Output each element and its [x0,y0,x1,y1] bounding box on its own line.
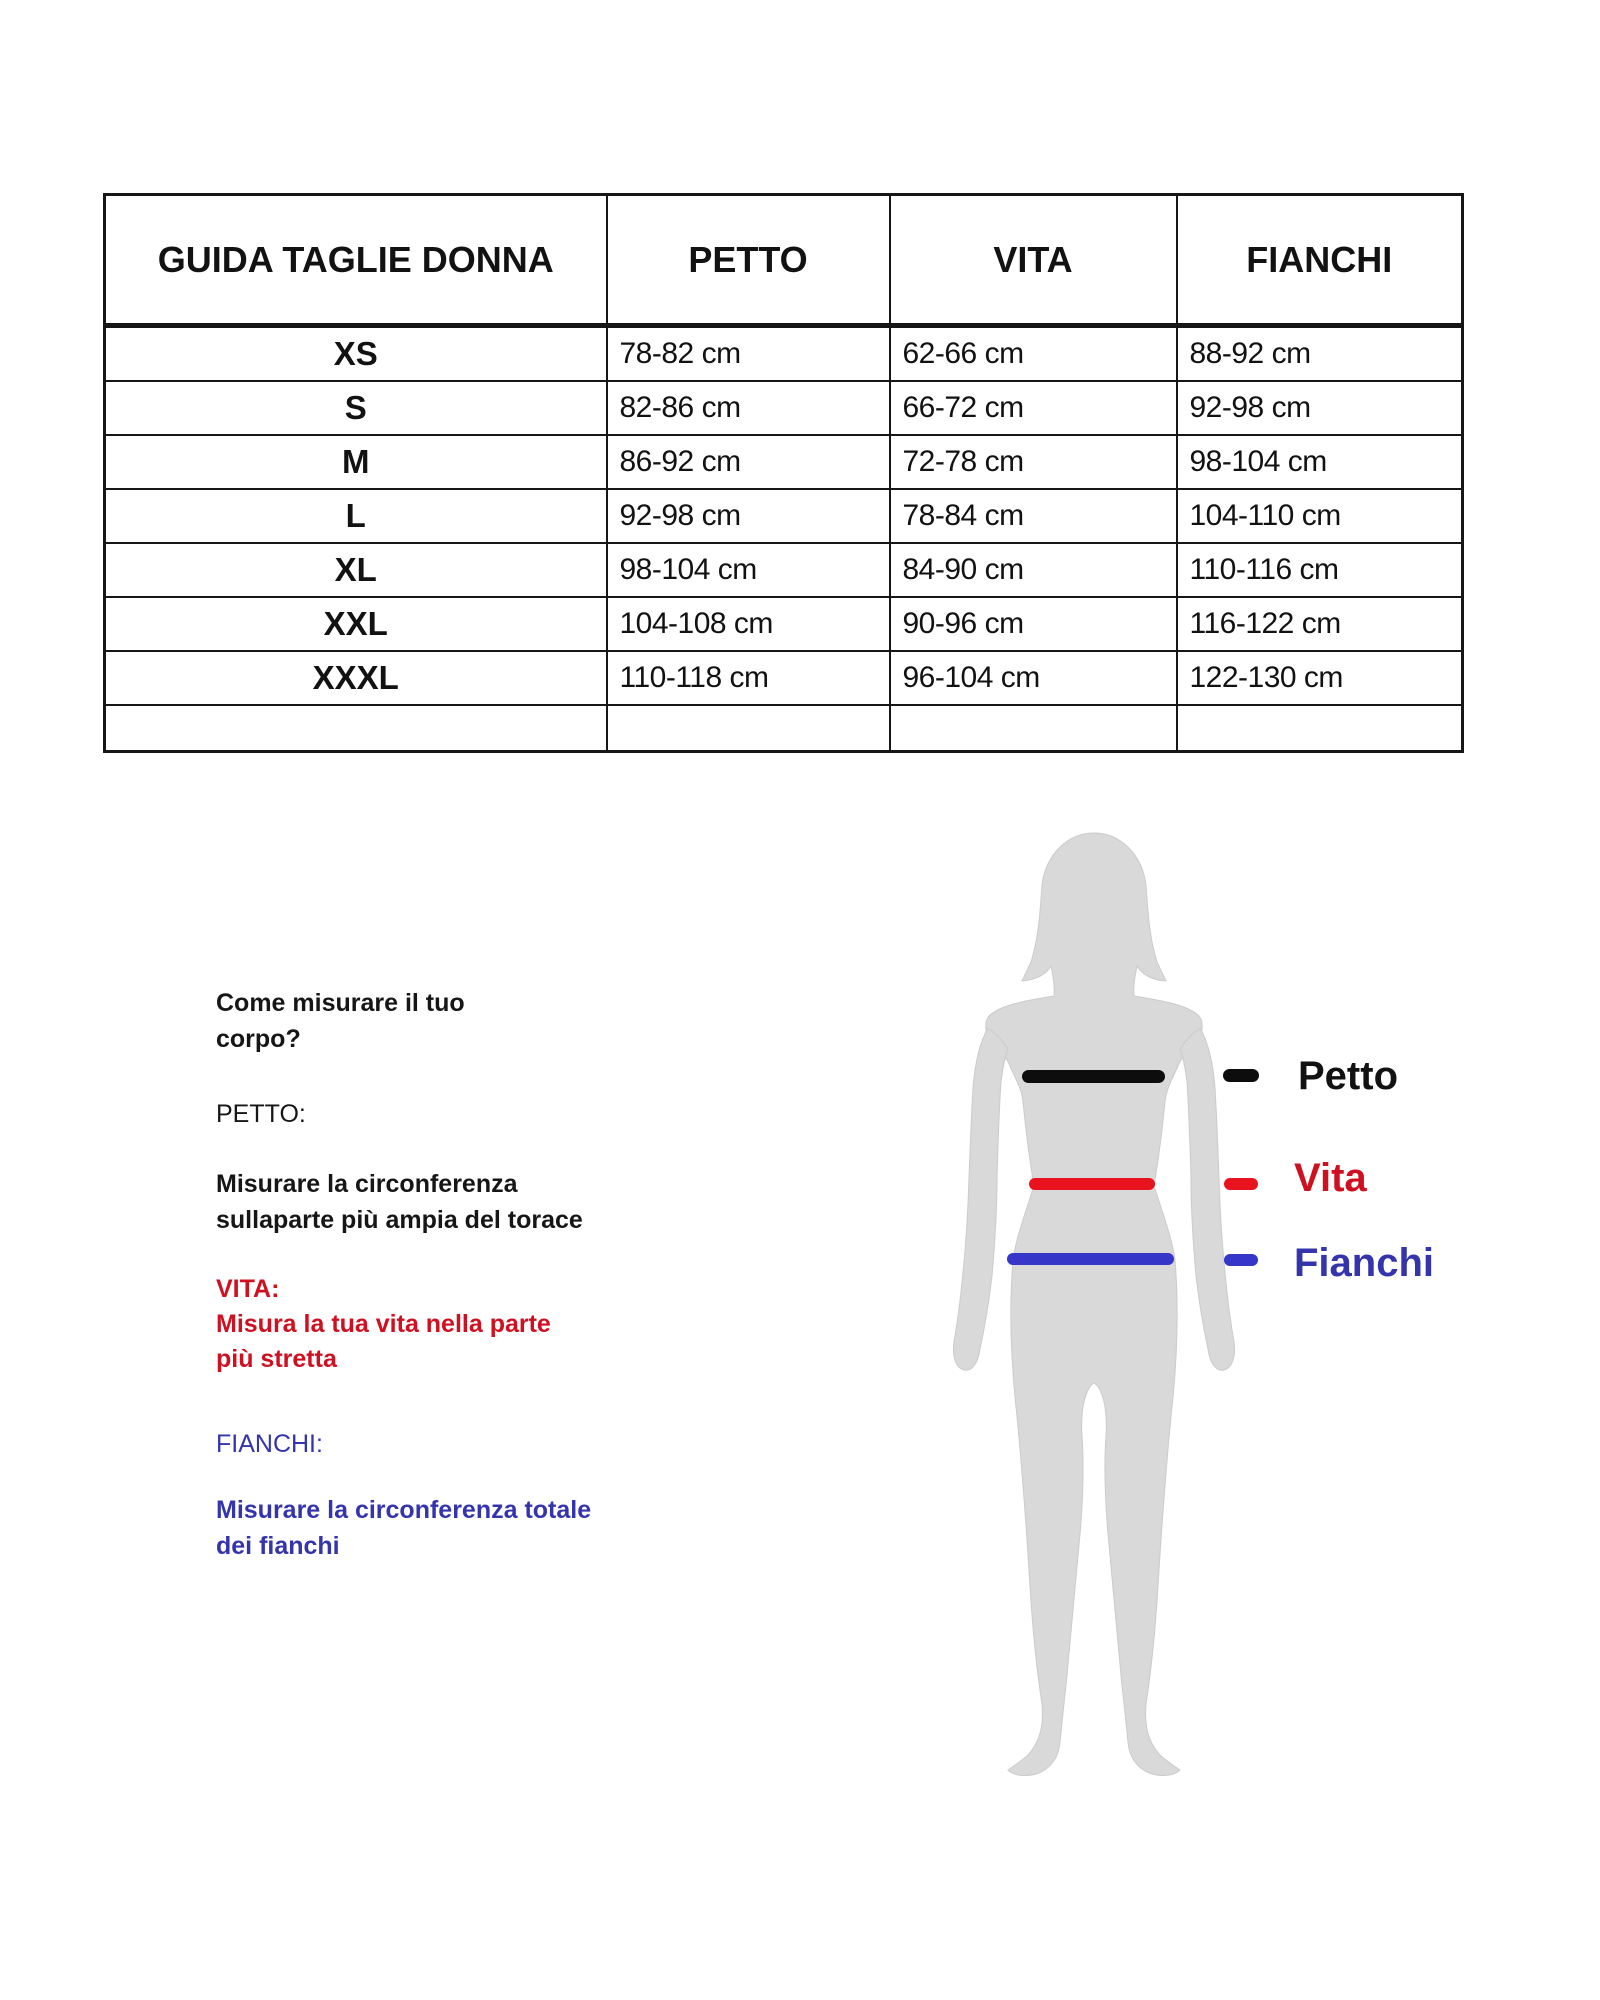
size-label: S [105,381,607,435]
size-label: XL [105,543,607,597]
table-row [105,489,1463,543]
silhouette-body-shape [986,833,1202,1776]
fianchi-value: 122-130 cm [1177,651,1463,705]
vita-instruction: VITA: Misura la tua vita nella parte più stretta [216,1275,551,1373]
vita-value: 84-90 cm [890,543,1177,597]
vita-value: 90-96 cm [890,597,1177,651]
col-header-guide: GUIDA TAGLIE DONNA [105,195,607,326]
vita-value: 96-104 cm [890,651,1177,705]
petto-value: 82-86 cm [607,381,890,435]
silhouette-left-arm [953,1028,1008,1370]
fianchi-heading: FIANCHI: [216,1430,323,1458]
size-label: XS [105,326,607,382]
fianchi-value: 116-122 cm [1177,597,1463,651]
vita-value: 66-72 cm [890,381,1177,435]
vita-heading: VITA: [216,1275,280,1303]
vita-measure-line [1029,1178,1155,1190]
col-header-fianchi: FIANCHI [1177,195,1463,326]
vita-value: 78-84 cm [890,489,1177,543]
fianchi-legend-dash [1224,1254,1258,1266]
vita-value: 72-78 cm [890,435,1177,489]
petto-value [607,705,890,752]
size-guide-table [103,193,1464,753]
table-row [105,597,1463,651]
table-header-row [105,195,1463,326]
table-row [105,543,1463,597]
fianchi-value [1177,705,1463,752]
petto-heading: PETTO: [216,1100,306,1128]
vita-legend-label: Vita [1294,1156,1367,1200]
petto-value: 110-118 cm [607,651,890,705]
female-body-silhouette [935,830,1255,1780]
petto-value: 78-82 cm [607,326,890,382]
fianchi-value: 98-104 cm [1177,435,1463,489]
fianchi-value: 104-110 cm [1177,489,1463,543]
petto-value: 98-104 cm [607,543,890,597]
petto-legend-dash [1223,1069,1259,1082]
vita-legend-dash [1224,1178,1258,1190]
petto-value: 86-92 cm [607,435,890,489]
vita-value: 62-66 cm [890,326,1177,382]
size-label: M [105,435,607,489]
size-label: XXXL [105,651,607,705]
vita-value [890,705,1177,752]
measuring-instructions [216,985,776,1564]
fianchi-legend-label: Fianchi [1294,1241,1435,1285]
size-label: L [105,489,607,543]
fianchi-value: 88-92 cm [1177,326,1463,382]
size-label [105,705,607,752]
size-label: XXL [105,597,607,651]
table-row [105,326,1463,382]
col-header-petto: PETTO [607,195,890,326]
table-row-empty [105,705,1463,752]
fianchi-value: 110-116 cm [1177,543,1463,597]
col-header-vita: VITA [890,195,1177,326]
petto-measure-line [1022,1070,1165,1083]
fianchi-instruction: Misurare la circonferenza totale dei fianchi [216,1496,592,1560]
fianchi-measure-line [1007,1253,1174,1265]
instructions-title: Come misurare il tuo corpo? [216,989,465,1053]
petto-legend-label: Petto [1298,1054,1398,1098]
petto-instruction: Misurare la circonferenza sullaparte più ampia del torace [216,1170,583,1234]
table-row [105,651,1463,705]
petto-value: 92-98 cm [607,489,890,543]
table-row [105,381,1463,435]
table-row [105,435,1463,489]
petto-value: 104-108 cm [607,597,890,651]
fianchi-value: 92-98 cm [1177,381,1463,435]
